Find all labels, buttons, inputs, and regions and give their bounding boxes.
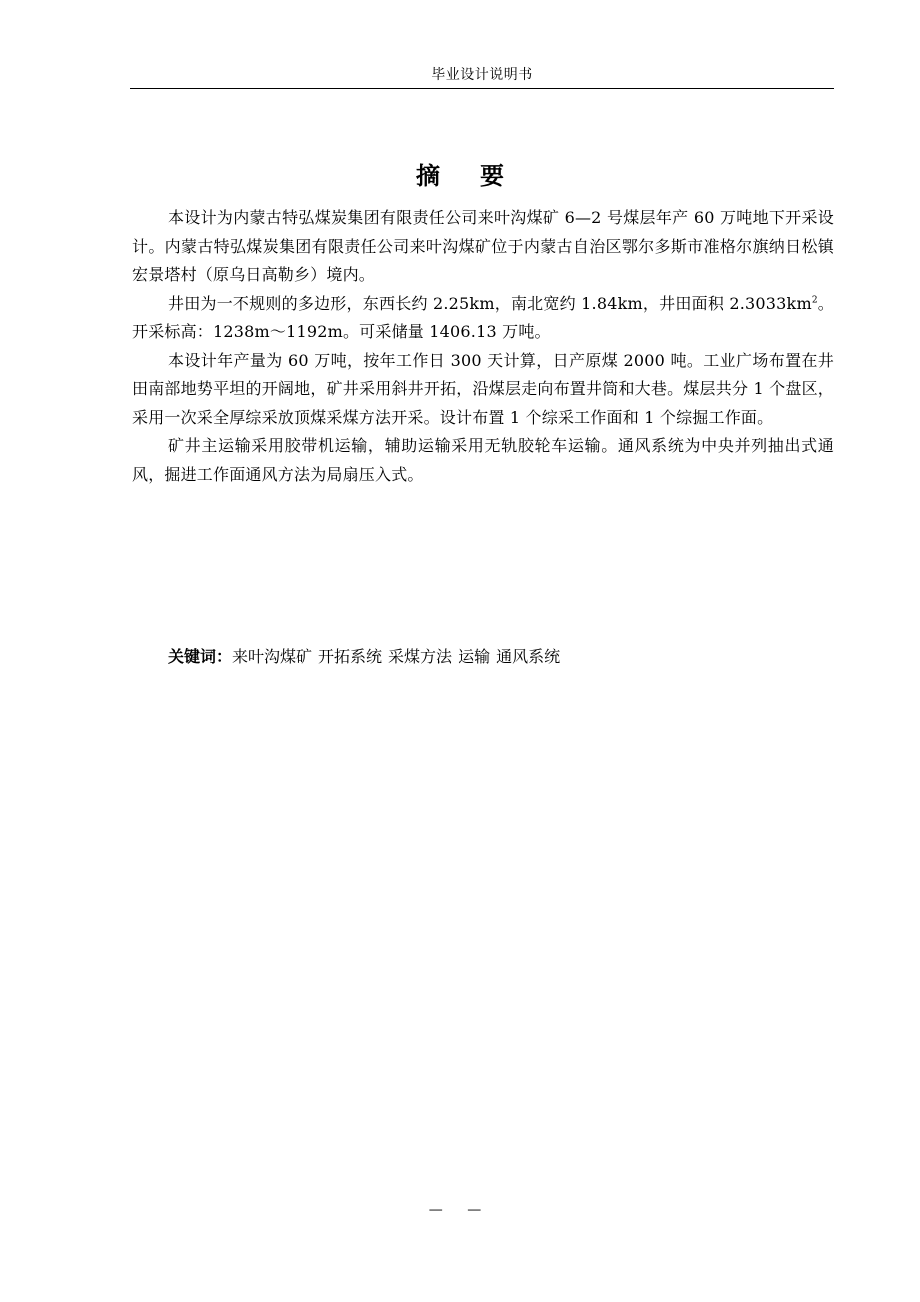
keyword-item: 采煤方法	[388, 647, 453, 666]
keyword-item: 通风系统	[496, 647, 561, 666]
keyword-item: 来叶沟煤矿	[232, 647, 313, 666]
paragraph-production: 本设计年产量为 60 万吨，按年工作日 300 天计算，日产原煤 2000 吨。工业广场布置在井田南部地势平坦的开阔地，矿井采用斜井开拓，沿煤层走向布置井筒和大巷。煤层共分 1 个盘区，采用一次采全厚综采放顶煤采煤方法开采。设计布置 1 个综采工作面和 1 个综掘工作面。	[132, 350, 834, 427]
keyword-item: 运输	[458, 647, 491, 666]
area-text-cont: 。开采标高：1238m～1192m。可采储量 1406.13 万吨。	[132, 293, 834, 341]
keywords-line	[168, 644, 566, 670]
superscript-2: 2	[811, 295, 818, 306]
abstract-title-char-1: 摘	[416, 161, 440, 190]
paragraph-intro: 本设计为内蒙古特弘煤炭集团有限责任公司来叶沟煤矿 6—2 号煤层年产 60 万吨地下开采设计。内蒙古特弘煤炭集团有限责任公司来叶沟煤矿位于内蒙古自治区鄂尔多斯市准格尔旗纳日松镇宏景塔村（原乌日高勒乡）境内。	[132, 208, 834, 284]
keywords-label: 关键词：	[168, 647, 233, 666]
paragraph-transport: 矿井主运输采用胶带机运输，辅助运输采用无轨胶轮车运输。通风系统为中央并列抽出式通风，掘进工作面通风方法为局扇压入式。	[132, 436, 834, 484]
keyword-item: 开拓系统	[318, 647, 383, 666]
page-number: — —	[428, 1202, 492, 1218]
page-header	[130, 66, 834, 89]
header-title: 毕业设计说明书	[431, 67, 533, 83]
abstract-body	[132, 204, 834, 489]
paragraph-area	[132, 290, 834, 347]
area-text: 井田为一不规则的多边形，东西长约 2.25km，南北宽约 1.84km，井田面积 2.3033km	[168, 293, 812, 313]
abstract-title-char-2: 要	[480, 161, 504, 190]
abstract-title	[0, 160, 920, 192]
